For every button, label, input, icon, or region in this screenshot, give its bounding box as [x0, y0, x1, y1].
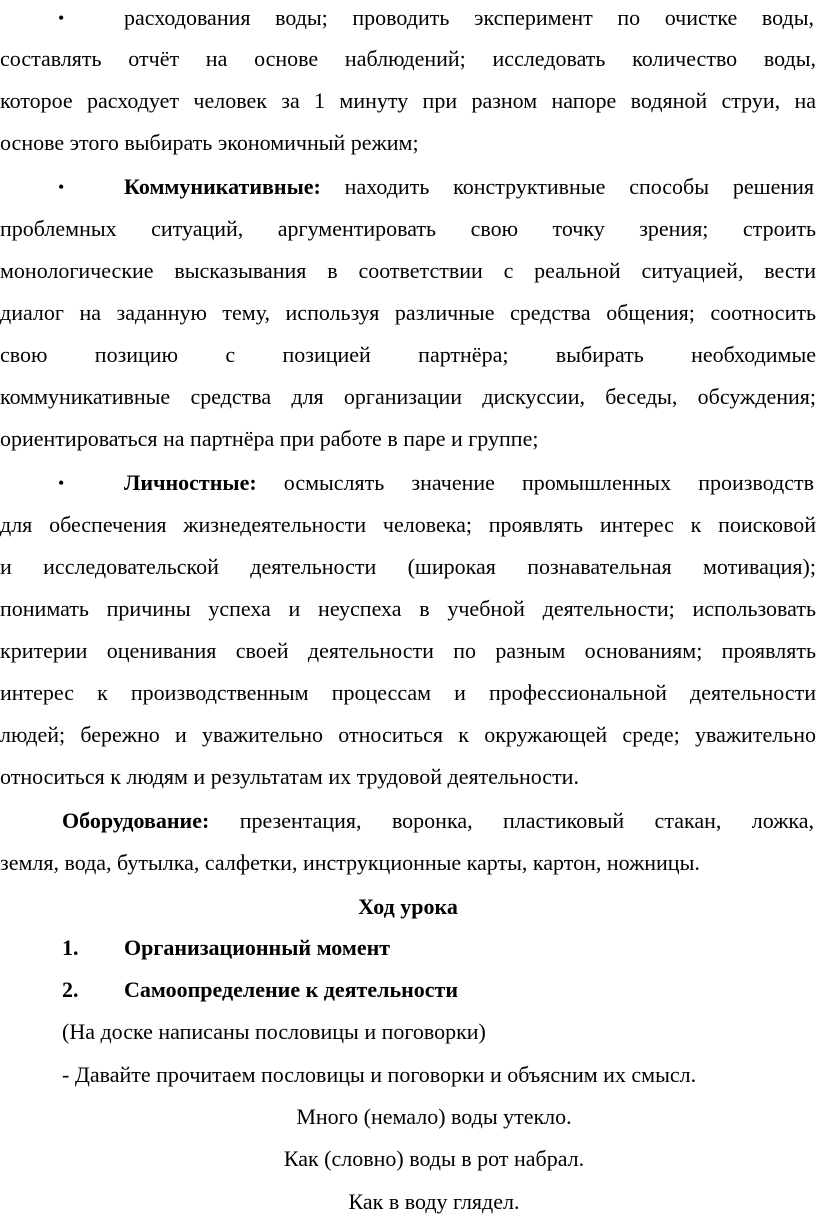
proverb: Как в воду глядел.: [348, 1189, 520, 1214]
text-line: свою позицию с позицией партнёра; выбирать необходимые: [0, 342, 816, 367]
lesson-item-number: 1.: [62, 935, 79, 960]
bullet-marker: •: [58, 177, 65, 197]
lesson-title: Ход урока: [358, 894, 458, 919]
lesson-item: [0, 933, 816, 963]
equipment-heading-line: [0, 806, 816, 836]
equipment-label: Оборудование:: [62, 808, 210, 833]
proverb: Как (словно) воды в рот набрал.: [283, 1146, 585, 1171]
lesson-note-line: [0, 1017, 816, 1047]
bullet-marker: •: [58, 8, 65, 28]
lesson-prompt: - Давайте прочитаем пословицы и поговорки и объясним их смысл.: [62, 1062, 697, 1087]
text-line: диалог на заданную тему, используя различные средства общения; соотносить: [0, 300, 816, 325]
personal-first-text: осмыслять значение промышленных производств: [283, 470, 814, 495]
communicative-first-text: находить конструктивные способы решения: [344, 174, 814, 199]
text-line: для обеспечения жизнедеятельности человека; проявлять интерес к поисковой: [0, 512, 816, 537]
text-line: земля, вода, бутылка, салфетки, инструкционные карты, картон, ножницы.: [0, 850, 700, 875]
text-line: которое расходует человек за 1 минуту при разном напоре водяной струи, на: [0, 88, 816, 113]
lesson-item-number: 2.: [62, 977, 79, 1002]
text-line: критерии оценивания своей деятельности по разным основаниям; проявлять: [0, 638, 816, 663]
bullet-continuation-line: [0, 3, 816, 33]
proverb: Много (немало) воды утекло.: [296, 1104, 572, 1129]
text-line: монологические высказывания в соответствии с реальной ситуацией, вести: [0, 258, 816, 283]
communicative-first-line: [124, 172, 814, 202]
lesson-note: (На доске написаны пословицы и поговорки): [62, 1019, 486, 1044]
personal-label: Личностные:: [124, 470, 257, 495]
text-line: основе этого выбирать экономичный режим;: [0, 130, 419, 155]
text-line: составлять отчёт на основе наблюдений; исследовать количество воды,: [0, 46, 816, 71]
personal-heading-line: [0, 468, 816, 498]
text-line: коммуникативные средства для организации дискуссии, беседы, обсуждения;: [0, 384, 816, 409]
text-line: проблемных ситуаций, аргументировать свою точку зрения; строить: [0, 216, 816, 241]
bullet-marker: •: [58, 473, 65, 493]
text-line: ориентироваться на партнёра при работе в паре и группе;: [0, 426, 539, 451]
lesson-item-label: Организационный момент: [124, 935, 391, 960]
communicative-heading-line: [0, 172, 816, 202]
text-line: расходования воды; проводить эксперимент по очистке воды,: [124, 5, 814, 30]
personal-first-line: [124, 468, 814, 498]
lesson-item: [0, 975, 816, 1005]
communicative-label: Коммуникативные:: [124, 174, 321, 199]
text-line: и исследовательской деятельности (широкая познавательная мотивация);: [0, 554, 816, 579]
lesson-item-label: Самоопределение к деятельности: [124, 977, 459, 1002]
text-line: понимать причины успеха и неуспеха в учебной деятельности; использовать: [0, 596, 816, 621]
text-line: людей; бережно и уважительно относиться к окружающей среде; уважительно: [0, 722, 816, 747]
equipment-first-line: [62, 806, 814, 836]
text-line: относиться к людям и результатам их трудовой деятельности.: [0, 764, 579, 789]
equipment-first-text: презентация, воронка, пластиковый стакан, ложка,: [239, 808, 815, 833]
lesson-prompt-line: [0, 1060, 816, 1090]
text-line: интерес к производственным процессам и профессиональной деятельности: [0, 680, 816, 705]
